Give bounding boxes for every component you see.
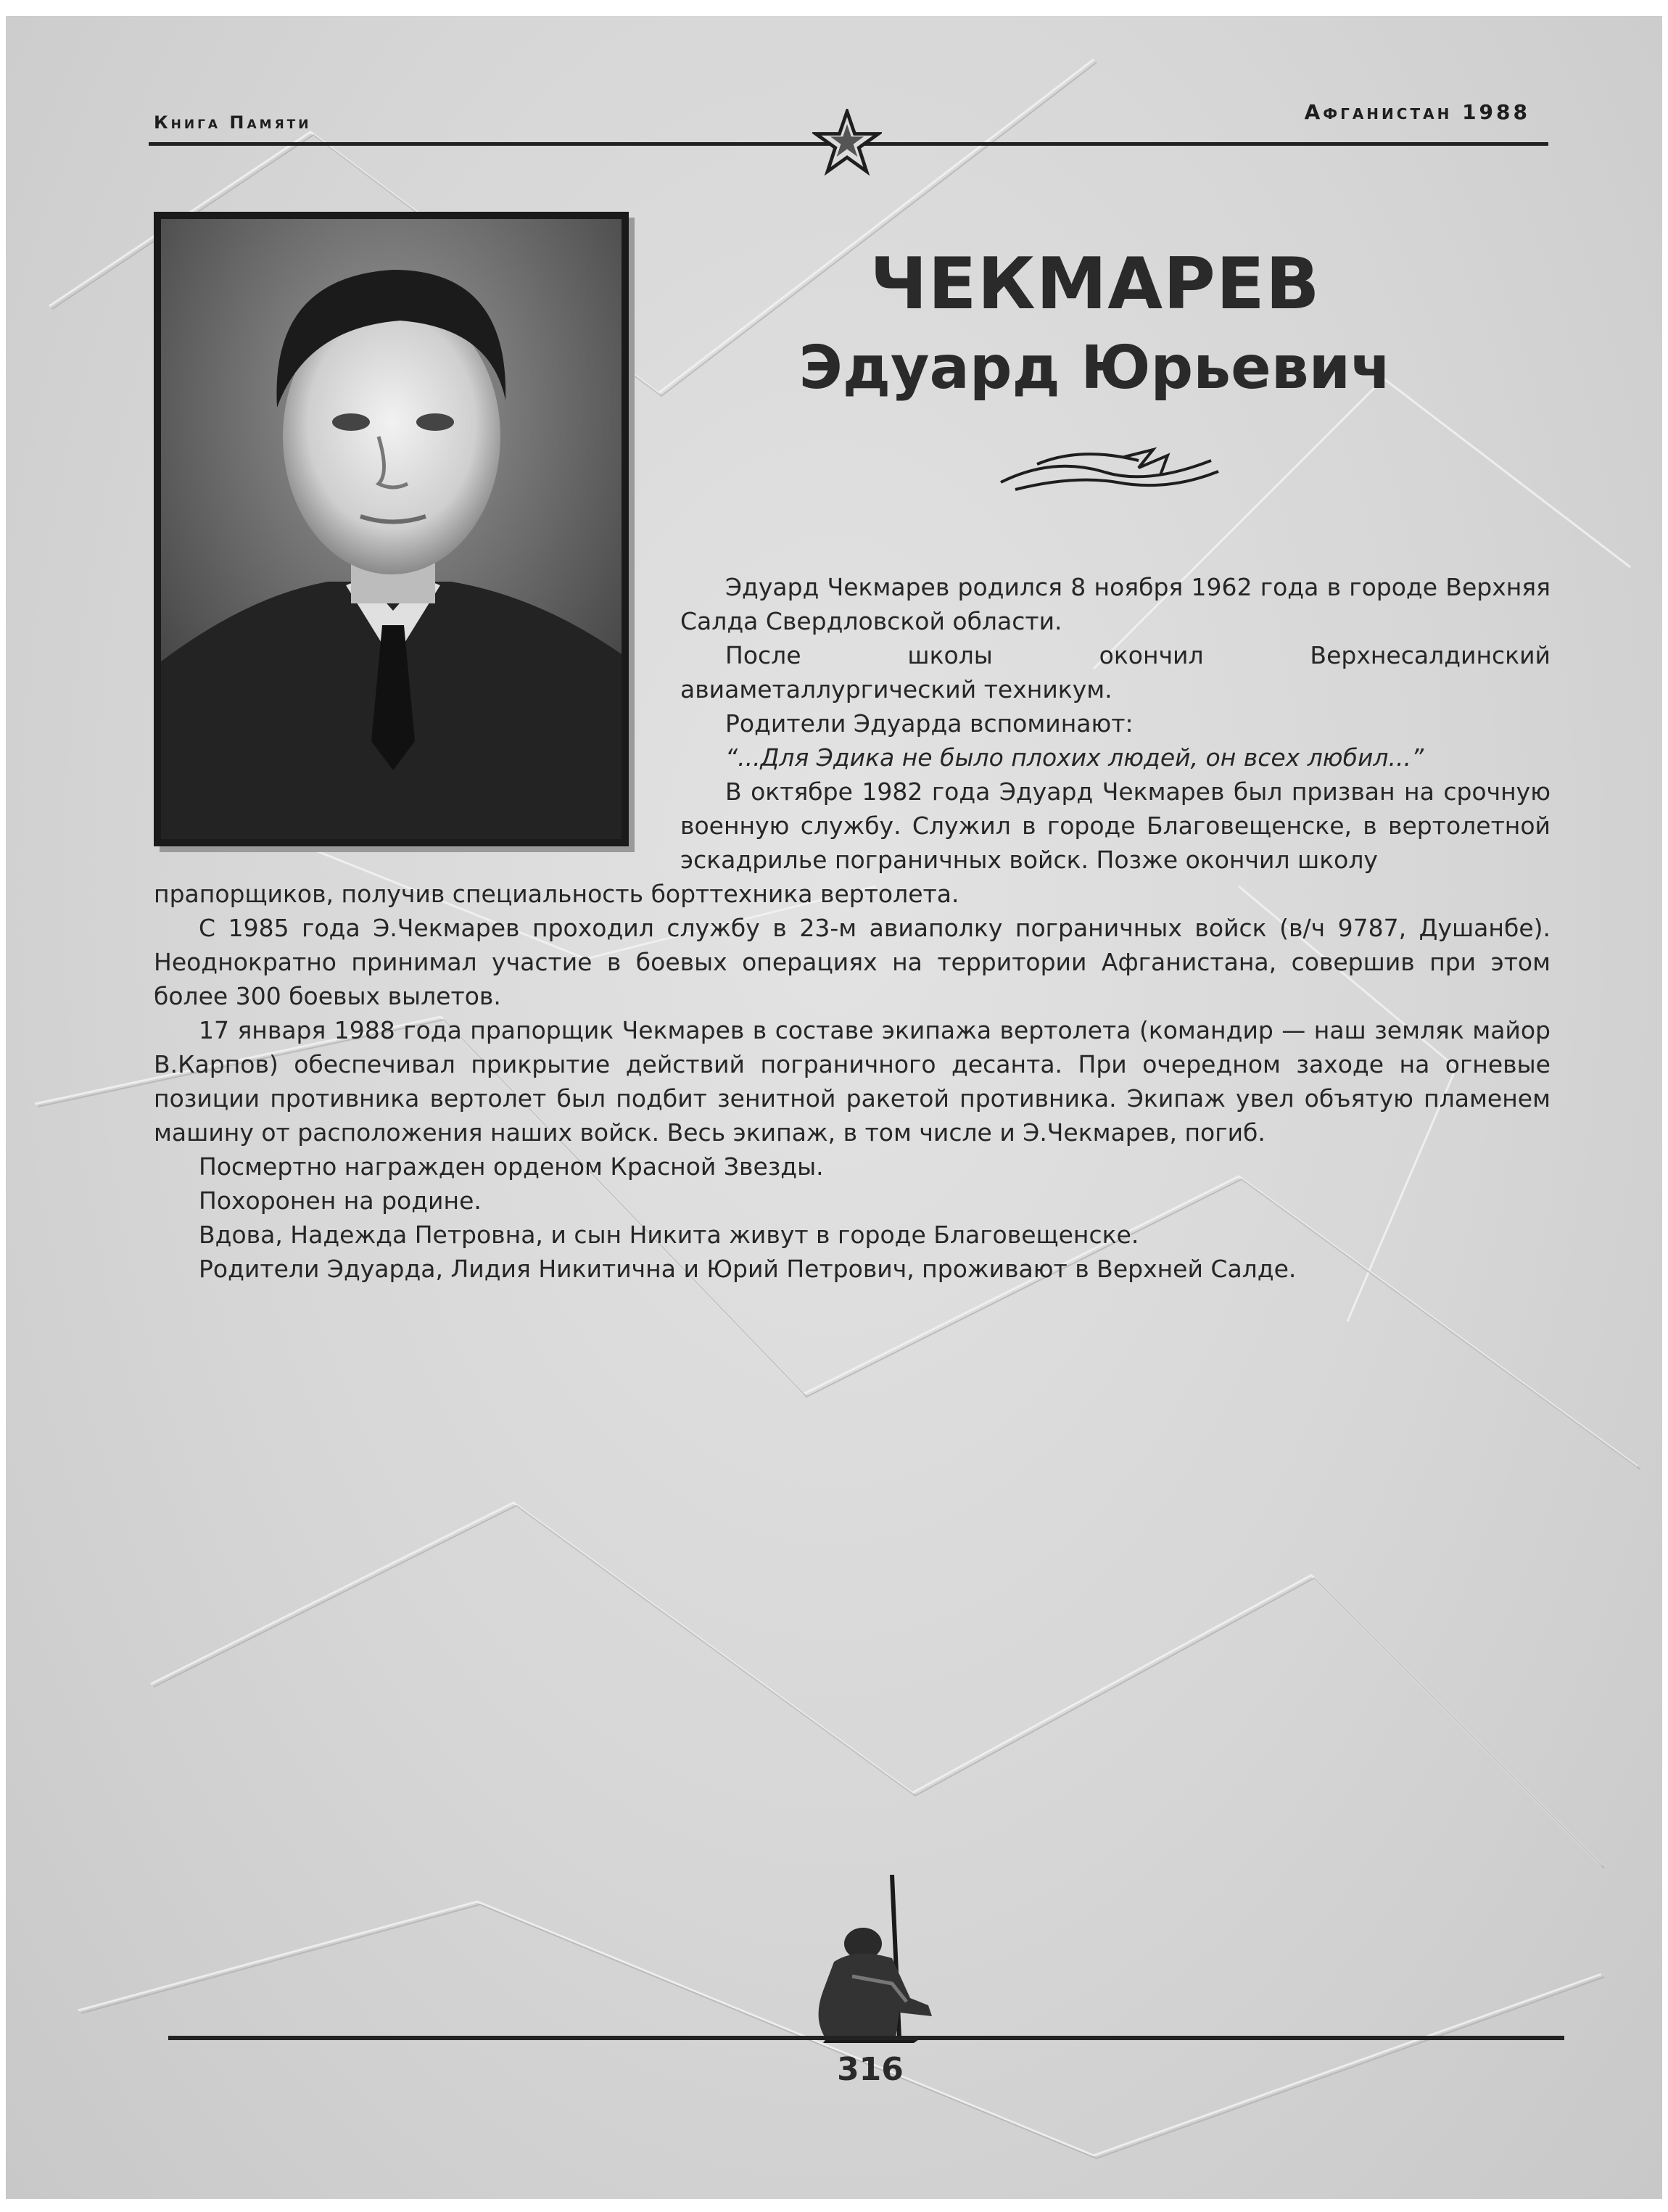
page-number: 316 bbox=[837, 2051, 904, 2088]
person-surname: ЧЕКМАРЕВ bbox=[870, 243, 1321, 326]
star-icon bbox=[812, 109, 882, 176]
bio-paragraph-parents: Родители Эдуарда, Лидия Никитична и Юрий Петрович, проживают в Верхней Салде. bbox=[199, 1255, 1297, 1283]
bio-paragraph-regiment: С 1985 года Э.Чекмарев проходил службу в 23-м авиаполку пограничных войск (в/ч 9787, Душанбе). Неоднократно принимал участие в боевых операциях на территории Афганистана, совершив при этом более 300 боевых вылетов. bbox=[154, 914, 1551, 1010]
header-book-title: Книга Памяти bbox=[154, 112, 312, 133]
header-section-title: Афганистан 1988 bbox=[1304, 100, 1530, 124]
bio-paragraph-birth: Эдуард Чекмарев родился 8 ноября 1962 года в городе Верхняя Салда Свердловской области. bbox=[680, 573, 1551, 635]
person-given-names: Эдуард Юрьевич bbox=[798, 334, 1392, 403]
bio-paragraph-death: 17 января 1988 года прапорщик Чекмарев в составе экипажа вертолета (командир — наш земляк майор В.Карпов) обеспечивал прикрытие действий пограничного десанта. При очередном заходе на огневые позиции противника вертолет был подбит зенитной ракетой противника. Экипаж увел объятую пламенем машину от расположения наших войск. Весь экипаж, в том числе и Э.Чекмарев, погиб. bbox=[154, 1016, 1551, 1147]
soldier-statue-icon bbox=[783, 1875, 965, 2045]
portrait-photo bbox=[154, 212, 629, 846]
bio-paragraph-award: Посмертно награжден орденом Красной Звезды. bbox=[199, 1152, 824, 1181]
bio-paragraph-service: В октябре 1982 года Эдуард Чекмарев был призван на срочную военную службу. Служил в городе Благовещенске, в вертолетной эскадрилье пограничных войск. Позже окончил школу bbox=[680, 777, 1551, 874]
bio-paragraph-parents-intro: Родители Эдуарда вспоминают: bbox=[725, 709, 1134, 738]
bio-paragraph-burial: Похоронен на родине. bbox=[199, 1187, 482, 1215]
bio-paragraph-widow: Вдова, Надежда Петровна, и сын Никита живут в городе Благовещенске. bbox=[199, 1221, 1139, 1249]
bio-paragraph-education: После школы окончил Верхнесалдинский авиаметаллургический техникум. bbox=[680, 641, 1551, 703]
flourish-ornament-icon bbox=[994, 442, 1226, 497]
portrait-image bbox=[161, 219, 622, 839]
footer-rule bbox=[168, 2036, 1564, 2040]
bio-parents-quote: “...Для Эдика не было плохих людей, он всех любил...” bbox=[725, 743, 1424, 772]
bio-paragraph-service-cont: прапорщиков, получив специальность борттехника вертолета. bbox=[154, 880, 959, 908]
